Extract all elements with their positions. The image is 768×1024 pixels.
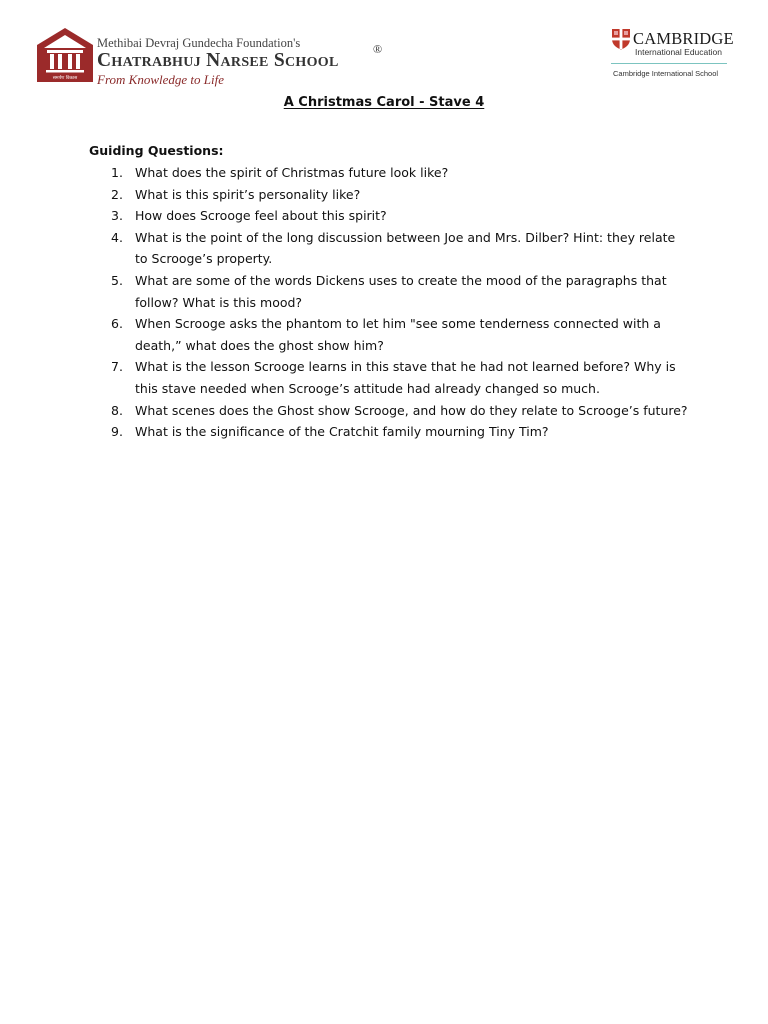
question-number: 9. [111,424,123,440]
document-title: A Christmas Carol - Stave 4 [283,95,485,110]
foundation-name: Methibai Devraj Gundecha Foundation's [97,36,301,50]
question-item [89,356,689,399]
question-text: When Scrooge asks the phantom to let him "see some tenderness connected with a death,” what does the ghost show him? [135,316,661,353]
question-item [89,313,689,356]
question-number: 8. [111,402,123,418]
section-heading: Guiding Questions: [89,143,224,158]
question-text: How does Scrooge feel about this spirit? [135,208,387,224]
question-text: What are some of the words Dickens uses to create the mood of the paragraphs that follow? What is this mood? [135,272,667,310]
question-list [89,162,689,443]
question-number: 4. [111,229,123,245]
question-item [89,421,689,443]
school-name: Chatrabhuj Narsee School [97,50,339,71]
question-number: 6. [111,316,123,332]
cambridge-shield-icon [611,28,631,50]
cambridge-subtitle: International Education [635,47,722,57]
question-text: What is the lesson Scrooge learns in this stave that he had not learned before? Why is this stave needed when Scrooge’s attitude had already changed so much. [135,359,676,396]
question-number: 7. [111,359,123,375]
question-text: What is this spirit’s personality like? [135,186,361,202]
school-logo [36,27,94,83]
question-item [89,270,689,313]
registered-mark: ® [373,42,383,56]
cambridge-school-label: Cambridge International School [613,69,719,78]
question-text: What does the spirit of Christmas future look like? [135,165,449,180]
question-number: 5. [111,272,123,288]
question-item [89,400,689,422]
question-text: What is the point of the long discussion between Joe and Mrs. Dilber? Hint: they relate to Scrooge’s property. [135,229,676,267]
school-branding [97,36,397,87]
cambridge-title: CAMBRIDGE [633,29,734,48]
school-tagline: From Knowledge to Life [97,72,224,87]
question-number: 3. [111,208,123,224]
document-title-row [0,95,768,110]
question-number: 1. [111,165,123,180]
question-text: What scenes does the Ghost show Scrooge, and how do they relate to Scrooge’s future? [135,402,688,418]
question-item [89,162,689,184]
page-header [0,0,768,95]
question-number: 2. [111,186,123,202]
logo-caption: समर्पण विकास [52,76,78,81]
question-item [89,227,689,270]
cambridge-divider [611,63,727,64]
question-text: What is the significance of the Cratchit family mourning Tiny Tim? [135,424,549,440]
question-item [89,205,689,227]
question-item [89,184,689,206]
